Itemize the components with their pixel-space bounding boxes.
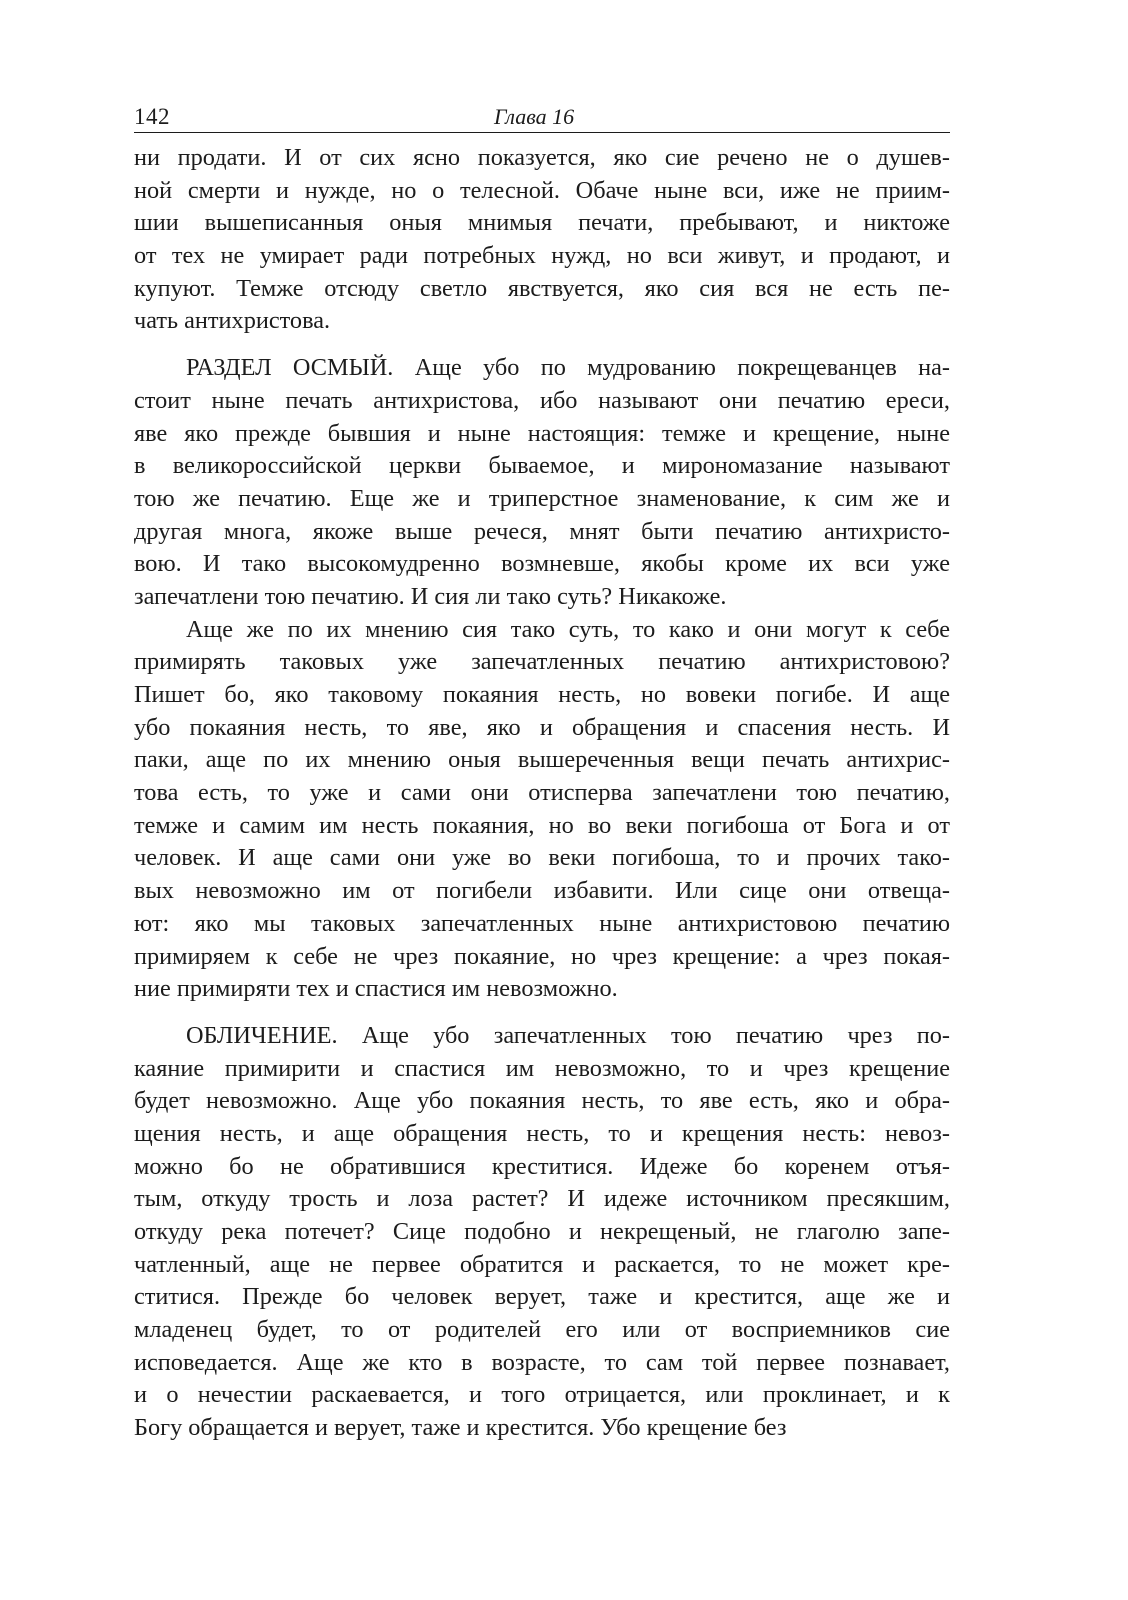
text-line: ют: яко мы таковых запечатленных ныне антихристовою печатию — [134, 909, 950, 937]
text-line: шии вышеписанныя оныя мнимыя печати, пребывают, и никтоже — [134, 209, 950, 237]
text-line: Аще же по их мнению сия тако суть, то како и они могут к себе — [186, 615, 950, 643]
text-line: купуют. Темже отсюду светло явствуется, яко сия вся не есть пе- — [134, 274, 950, 302]
text-line: вою. И тако высокомудренно возмневше, якобы кроме их вси уже — [134, 550, 950, 578]
text-line: ститися. Прежде бо человек верует, таже и крестится, аще же и — [134, 1283, 950, 1311]
text-line: ОБЛИЧЕНИЕ. Аще убо запечатленных тою печатию чрез по- — [186, 1021, 950, 1049]
text-line: тою же печатию. Еще же и триперстное знаменование, к сим же и — [134, 484, 950, 512]
text-line: младенец будет, то от родителей его или от восприемников сие — [134, 1316, 950, 1344]
text-line: откуду река потечет? Сице подобно и некрещеный, не глаголю запе- — [134, 1218, 950, 1245]
page-number: 142 — [134, 104, 170, 129]
text-line: тым, откуду трость и лоза растет? И идеже источником пресякшим, — [134, 1185, 950, 1213]
text-line: ние примиряти тех и спастися им невозможно. — [134, 975, 618, 1003]
book-page — [134, 100, 950, 1445]
text-line: человек. И аще сами они уже во веки погибоша, то и прочих тако- — [134, 844, 950, 872]
text-line: яве яко прежде бывшия и ныне настоящия: темже и крещение, ныне — [134, 419, 950, 447]
text-line: ной смерти и нужде, но о телесной. Обаче ныне вси, иже не приим- — [134, 176, 950, 204]
text-line: темже и самим им несть покаяния, но во веки погибоша от Бога и от — [134, 811, 950, 839]
paragraph — [134, 614, 950, 1006]
text-line: исповедается. Аще же кто в возрасте, то сам той первее познавает, — [134, 1348, 950, 1376]
text-line: вых невозможно им от погибели избавити. Или сице они отвеща- — [134, 877, 950, 905]
text-line: Пишет бо, яко таковому покаяния несть, но вовеки погибе. И аще — [134, 681, 950, 708]
text-line: това есть, то уже и сами они отиспервa запечатлени тою печатию, — [134, 779, 950, 807]
text-line: паки, аще по их мнению оныя вышереченныя вещи печать антихрис- — [134, 746, 950, 774]
text-line: примиряем к себе не чрез покаяние, но чрез крещение: а чрез покая- — [134, 942, 950, 970]
text-line: и о нечестии раскаевается, и того отрицается, или проклинает, и к — [134, 1381, 950, 1409]
text-line: другая многа, якоже выше речеся, мнят быти печатию антихристо- — [134, 517, 950, 545]
text-line: можно бо не обратившися креститися. Идеже бо коренем отъя- — [134, 1152, 950, 1180]
page-header — [134, 100, 950, 134]
text-line: примирять таковых уже запечатленных печатию антихристовою? — [134, 648, 950, 676]
text-line: убо покаяния несть, то яве, яко и обращения и спасения несть. И — [134, 713, 950, 741]
running-head: Глава 16 — [494, 104, 575, 129]
page-body — [134, 142, 950, 1445]
text-line: щения несть, и аще обращения несть, то и крещения несть: невоз- — [134, 1119, 950, 1147]
paragraph — [134, 1020, 950, 1445]
text-line: будет невозможно. Аще убо покаяния несть, то яве есть, яко и обра- — [134, 1087, 950, 1115]
text-line: чатленный, аще не первее обратится и раскается, то не может кре- — [134, 1250, 950, 1278]
header-rule — [134, 132, 950, 133]
text-line: ни продати. И от сих ясно показуется, яко сие речено не о душев- — [134, 144, 950, 171]
text-line: РАЗДЕЛ ОСМЫЙ. Аще убо по мудрованию покрещеванцев на- — [186, 354, 950, 382]
paragraph — [134, 352, 950, 614]
text-line: каяние примирити и спастися им невозможно, то и чрез крещение — [134, 1054, 950, 1082]
text-line: Богу обращается и верует, таже и крестится. Убо крещение без — [134, 1414, 787, 1442]
text-line: стоит ныне печать антихристова, ибо называют они печатию ереси, — [134, 386, 950, 414]
paragraph — [134, 142, 950, 338]
text-line: от тех не умирает ради потребных нужд, но вси живут, и продают, и — [134, 242, 950, 270]
text-line: запечатлени тою печатию. И сия ли тако суть? Никакоже. — [134, 582, 727, 610]
text-line: в великороссийской церкви бываемое, и мирономазание называют — [134, 452, 950, 480]
text-line: чать антихристова. — [134, 307, 331, 335]
